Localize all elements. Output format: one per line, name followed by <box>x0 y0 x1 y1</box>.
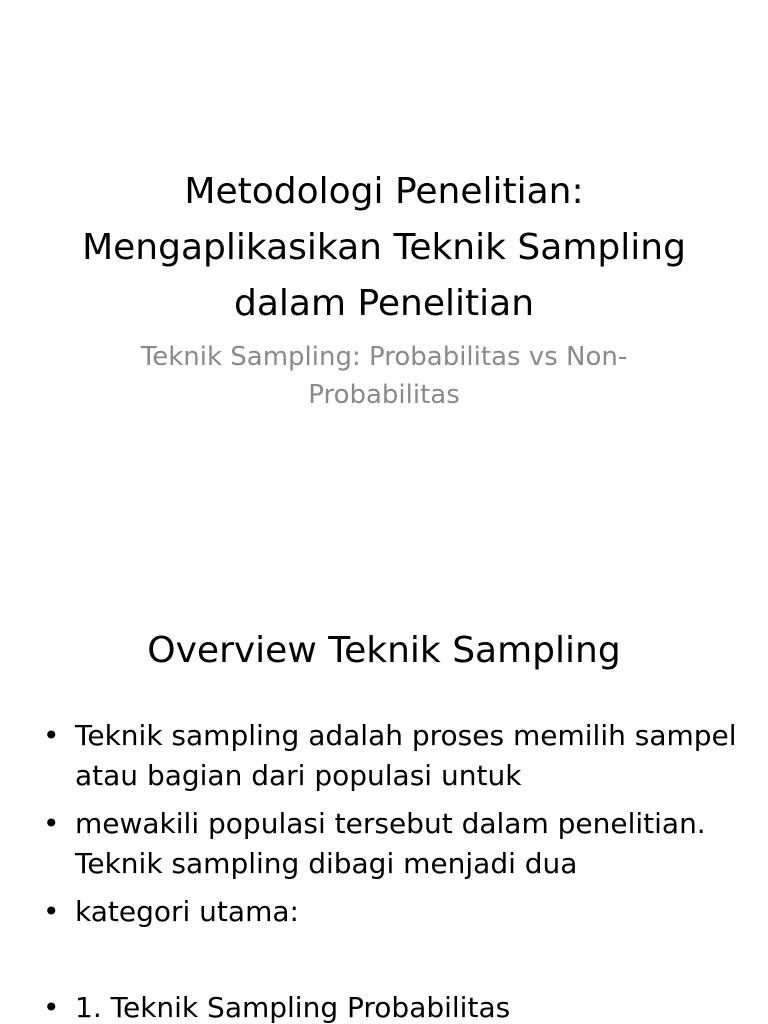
bullet-item-empty <box>40 940 740 980</box>
slide-overview <box>0 576 768 1024</box>
slide-heading: Overview Teknik Sampling <box>147 630 621 671</box>
bullet-item <box>40 892 740 932</box>
bullet-text: mewakili populasi tersebut dalam penelitian. Teknik sampling dibagi menjadi dua <box>75 807 706 880</box>
bullet-list <box>40 716 740 1024</box>
bullet-icon: • <box>43 719 60 752</box>
bullet-text: Teknik sampling adalah proses memilih sampel atau bagian dari populasi untuk <box>75 719 737 792</box>
title-block <box>40 164 728 414</box>
subtitle-line-1: Teknik Sampling: Probabilitas vs Non- <box>140 342 628 372</box>
bullet-text: kategori utama: <box>75 895 299 928</box>
title-line-3: dalam Penelitian <box>233 283 535 324</box>
bullet-icon: • <box>43 895 60 928</box>
bullet-item <box>40 988 740 1024</box>
bullet-item <box>40 804 740 884</box>
title-line-1: Metodologi Penelitian: <box>184 171 584 212</box>
presentation-subtitle <box>40 338 728 414</box>
title-line-2: Mengaplikasikan Teknik Sampling <box>82 227 686 268</box>
bullet-icon: • <box>43 807 60 840</box>
bullet-icon: • <box>43 991 60 1024</box>
subtitle-line-2: Probabilitas <box>308 380 460 410</box>
presentation-title <box>40 164 728 332</box>
bullet-text: 1. Teknik Sampling Probabilitas <box>75 991 511 1024</box>
bullet-item <box>40 716 740 796</box>
